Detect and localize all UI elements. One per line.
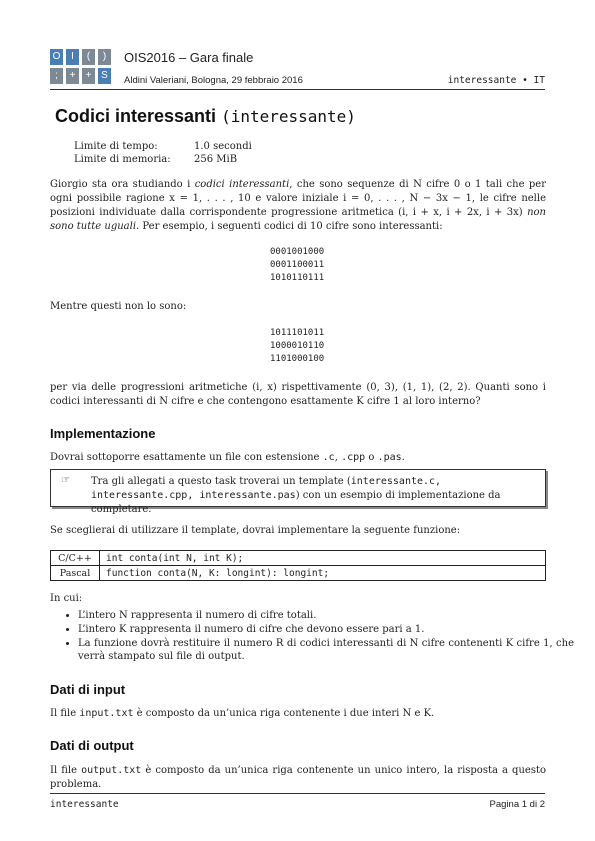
sep: , <box>334 452 342 463</box>
note-text <box>91 475 535 517</box>
problem-name: Codici interessanti <box>55 106 217 126</box>
code-line: 1101000100 <box>270 354 325 364</box>
memory-limit-row <box>74 153 252 166</box>
time-limit-value: 1.0 secondi <box>194 141 252 152</box>
ext-cpp: .cpp <box>341 452 366 463</box>
input-text-part: Il file <box>50 708 80 719</box>
parameter-list <box>50 609 574 664</box>
footer-divider <box>50 793 545 794</box>
good-codes <box>270 246 324 285</box>
logo-cell: ; <box>50 68 63 84</box>
logo-cell: + <box>66 68 79 84</box>
problem-code: (interessante) <box>221 107 356 126</box>
lang-cell: C/C++ <box>51 551 100 566</box>
input-text <box>50 707 546 721</box>
intro-text: Giorgio sta ora studiando i <box>50 179 195 190</box>
logo-cell: O <box>50 49 63 65</box>
logo-cell: I <box>66 49 79 65</box>
input-heading: Dati di input <box>50 682 126 697</box>
table-row <box>51 566 546 581</box>
hand-pointer-icon: ☞ <box>61 475 70 486</box>
intro-emphasis: codici interessanti <box>194 179 290 190</box>
input-text-part: è composto da un’unica riga contenente i due interi N e K. <box>133 708 435 719</box>
in-cui-label: In cui: <box>50 593 83 604</box>
contest-title: OIS2016 – Gara finale <box>124 50 254 65</box>
sep: o <box>365 452 378 463</box>
list-item: • L’intero N rappresenta il numero di cifre totali. <box>78 609 574 622</box>
question-paragraph: per via delle progressioni aritmetiche (i, x) rispettivamente (0, 3), (1, 1), (2, 2). Quanti sono i codici interessanti di N cifre e che contengono esattamente K cifre 1 al loro interno? <box>50 382 546 407</box>
not-interesting-text: Mentre questi non lo sono: <box>50 301 187 312</box>
ext-pas: .pas <box>377 452 402 463</box>
note-text-part: ) con un esempio di implementazione da completare. <box>91 490 501 515</box>
logo-cell: ( <box>82 49 95 65</box>
intro-text: , che sono sequenze di N cifre 0 o 1 tali che per ogni possibile ragione x = 1, . . . , 10 e valore iniziale i = 0, . . . , N − 3x − 1, le cifre nelle posizioni individuate dalla corrispondente progressione aritmetica (i, i + x, i + 2x, i + 3x) <box>50 179 546 218</box>
output-heading: Dati di output <box>50 738 134 753</box>
submission-text <box>50 451 546 465</box>
ext-c: .c <box>322 452 335 463</box>
list-item: • L’intero K rappresenta il numero di cifre che devono essere pari a 1. <box>78 623 574 636</box>
output-filename: output.txt <box>81 765 142 776</box>
signature-cell: function conta(N, K: longint): longint; <box>100 566 546 581</box>
function-signature-table <box>50 550 546 581</box>
memory-limit-label: Limite di memoria: <box>74 154 171 165</box>
input-filename: input.txt <box>79 708 134 719</box>
logo-cell: + <box>82 68 95 84</box>
logo-cell: ) <box>98 49 111 65</box>
task-tag: interessante • IT <box>447 75 545 86</box>
sep: . <box>401 452 405 463</box>
signature-cell: int conta(int N, int K); <box>100 551 546 566</box>
bad-codes <box>270 327 324 366</box>
note-text-part: Tra gli allegati a questo task troverai un template ( <box>91 476 351 487</box>
memory-limit-value: 256 MiB <box>194 154 238 165</box>
template-files: interessante.c, interessante.cpp, interessante.pas <box>91 476 442 501</box>
template-note <box>50 469 546 515</box>
submission-text-part: Dovrai sottoporre esattamente un file con estensione <box>50 452 323 463</box>
footer-task-name: interessante <box>50 799 119 810</box>
list-item: • La funzione dovrà restituire il numero R di codici interessanti di N cifre contenenti K cifre 1, che verrà stampato sul file di output. <box>78 637 574 663</box>
code-line: 1010110111 <box>270 273 325 283</box>
table-row <box>51 551 546 566</box>
output-text-part: è composto da un’unica riga contenente un unico intero, la risposta a questo problema. <box>50 765 546 790</box>
intro-text: . Per esempio, i seguenti codici di 10 cifre sono interessanti: <box>136 221 443 232</box>
time-limit-row <box>74 140 252 153</box>
logo-cell: S <box>98 68 111 84</box>
lang-cell: Pascal <box>51 566 100 581</box>
output-text <box>50 764 546 792</box>
intro-paragraph <box>50 178 546 234</box>
intro-emphasis: non sono tutte uguali <box>50 207 546 232</box>
code-line: 0001100011 <box>270 260 325 270</box>
implementazione-heading: Implementazione <box>50 426 156 441</box>
code-line: 0001001000 <box>270 247 325 257</box>
problem-title <box>55 106 356 127</box>
output-text-part: Il file <box>50 765 82 776</box>
header-divider <box>50 89 545 90</box>
ois-logo <box>50 49 116 85</box>
code-line: 1011101011 <box>270 328 325 338</box>
limits-block <box>74 140 252 166</box>
page-number: Pagina 1 di 2 <box>489 799 545 810</box>
code-line: 1000010110 <box>270 341 325 351</box>
contest-location: Aldini Valeriani, Bologna, 29 febbraio 2016 <box>124 75 303 86</box>
template-instructions: Se sceglierai di utilizzare il template, dovrai implementare la seguente funzione: <box>50 525 461 536</box>
time-limit-label: Limite di tempo: <box>74 141 158 152</box>
